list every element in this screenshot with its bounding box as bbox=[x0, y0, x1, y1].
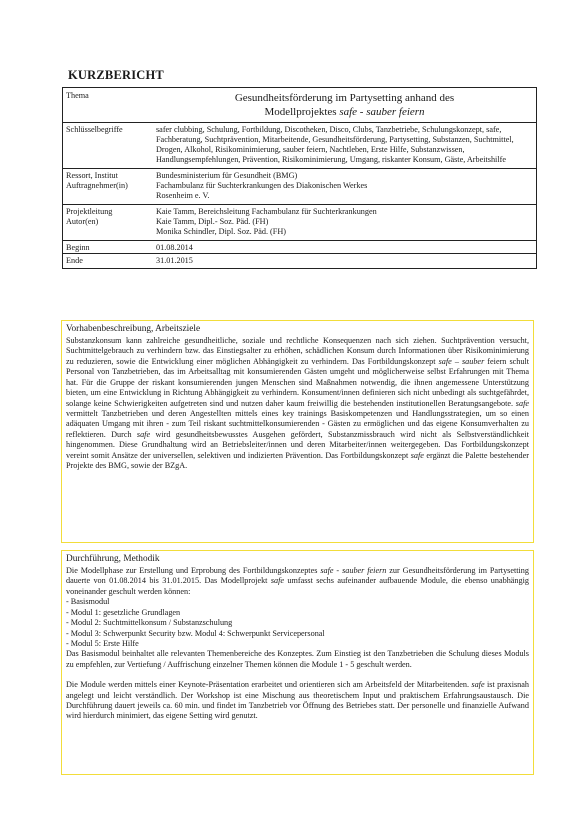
module-list-item: - Modul 1: gesetzliche Grundlagen bbox=[66, 607, 181, 617]
meta-row-leitung bbox=[63, 204, 537, 217]
leitung-value: Kaie Tamm, Bereichsleitung Fachambulanz für Suchterkrankungen bbox=[153, 204, 537, 217]
durchfuehrung-intro-part2: zur Gesundheitsförderung im Partysetting dauerte von 01.08.2014 bis 31.01.2015. Das Modellprojekt bbox=[66, 566, 529, 586]
ressort-value: Bundesministerium für Gesundheit (BMG) bbox=[153, 168, 537, 181]
ende-value: 31.01.2015 bbox=[153, 253, 537, 268]
vorhaben-text-part3: vermittelt Tanzbetrieben und deren Angestellten mittels eines key trainings Basiskompetenzen und Handlungsstrategien, um so einen adäquaten Umgang mit ihren - zum Teil riskant suchtmittelkonsumierenden - Gästen zu ermöglichen und das eigene Konsumverhalten zu reflektieren. Durch bbox=[66, 408, 529, 439]
project-title-line2 bbox=[156, 105, 533, 119]
meta-row-auftrag bbox=[63, 181, 537, 205]
autor-line2: Monika Schindler, Dipl. Soz. Päd. (FH) bbox=[156, 226, 286, 236]
meta-row-ressort bbox=[63, 168, 537, 181]
beginn-value: 01.08.2014 bbox=[153, 240, 537, 253]
thema-label: Thema bbox=[66, 91, 89, 100]
durchfuehrung-project-name-2: safe bbox=[270, 576, 285, 586]
vorhaben-text-part1: Substanzkonsum kann zahlreiche gesundheitliche, soziale und rechtliche Konsequenzen nach sich ziehen. Suchtprävention versucht, Suchtmittelgebrauch zu verhindern bzw. das Einstiegsalter zu erhöhen, schädlichen Konsum durch Informationen über Risikominimierung zu reduzieren, sowie die Entwicklung einer möglichen Abhängigkeit zu verhindern. Das Fortbildungskonzept bbox=[66, 336, 529, 366]
autor-label: Autor(en) bbox=[66, 216, 99, 226]
auftrag-value bbox=[153, 181, 537, 205]
durchfuehrung-intro-part3: umfasst sechs aufeinander aufbauende Module, die ebenso unabhängig voneinander geschult werden können: bbox=[66, 576, 529, 596]
keywords-label: Schlüsselbegriffe bbox=[63, 122, 154, 168]
vorhaben-text-part4: wird gesundheitsbewusstes Ausgehen gefördert, Substanzmissbrauch wird nicht als Selbstverständlichkeit hingenommen. Diese Grundhaltung wird an Betriebsleiter/innen und deren Mitarbeiter/innen weitergegeben. Das Fortbildungskonzept vereint somit Ansätze der universellen, selektiven und indizierten Prävention. Das Fortbildungskonzept bbox=[66, 429, 529, 460]
project-title-name: safe - sauber feiern bbox=[339, 106, 425, 119]
project-title bbox=[153, 88, 537, 123]
vorhaben-project-name-1: safe – sauber bbox=[438, 356, 485, 366]
ressort-label: Ressort, Institut bbox=[63, 168, 154, 181]
durchfuehrung-project-name-1: safe - sauber feiern bbox=[320, 566, 387, 576]
report-meta-table bbox=[62, 87, 537, 269]
auftrag-line1: Fachambulanz für Suchterkrankungen des Diakonischen Werkes bbox=[156, 180, 368, 190]
ende-label: Ende bbox=[63, 253, 154, 268]
meta-row-autor bbox=[63, 217, 537, 241]
durchfuehrung-heading: Durchführung, Methodik bbox=[66, 554, 160, 564]
auftrag-label: Auftragnehmer(in) bbox=[66, 180, 128, 190]
keynote-text-part1: Die Module werden mittels einer Keynote-Präsentation erarbeitet und orientieren sich am Arbeitsfeld der Mitarbeitenden. bbox=[66, 680, 472, 690]
meta-row-beginn bbox=[63, 240, 537, 253]
leitung-label: Projektleitung bbox=[63, 204, 154, 217]
report-heading: KURZBERICHT bbox=[68, 68, 164, 82]
vorhaben-text-part5: ergänzt die Palette bestehender Projekte des BMG, sowie der BZgA. bbox=[66, 450, 530, 470]
project-title-line2-text: Modellprojektes bbox=[264, 106, 340, 119]
auftrag-line2: Rosenheim e. V. bbox=[156, 190, 210, 200]
module-list-item: - Modul 3: Schwerpunkt Security bzw. Modul 4: Schwerpunkt Servicepersonal bbox=[66, 628, 325, 638]
beginn-label: Beginn bbox=[63, 240, 154, 253]
meta-row-ende bbox=[63, 253, 537, 268]
vorhaben-project-name-4: safe bbox=[410, 450, 424, 460]
meta-row-thema bbox=[63, 88, 537, 123]
project-title-line1: Gesundheitsförderung im Partysetting anhand des bbox=[234, 92, 455, 104]
vorhaben-project-name-2: safe bbox=[515, 398, 529, 408]
paragraph-spacer bbox=[66, 670, 529, 680]
autor-value bbox=[153, 217, 537, 241]
vorhaben-text bbox=[66, 336, 529, 471]
vorhaben-project-name-3: safe bbox=[136, 429, 151, 439]
keynote-text-part2: ist praxisnah angelegt und leicht verständlich. Der Workshop ist eine Mischung aus theoretischem Input und praktischem Erfahrungsaustausch. Die Durchführung dauert jeweils ca. 60 min. und findet im Tanzbetrieb vor Öffnung des Betriebes statt. Der personelle und finanzielle Aufwand wird hierdurch minimiert, das eigene Setting wird genutzt. bbox=[66, 680, 529, 721]
durchfuehrung-intro bbox=[66, 566, 529, 597]
autor-line1: Kaie Tamm, Dipl.- Soz. Päd. (FH) bbox=[156, 216, 269, 226]
keynote-text bbox=[66, 680, 529, 722]
basismodul-text: Das Basismodul beinhaltet alle relevanten Themenbereiche des Konzeptes. Zum Einstieg ist den Tanzbetrieben die Schulung dieses Moduls zu empfehlen, zur Vertiefung / Auffrischung einzelner Themen können die Module 1 - 5 geschult werden. bbox=[66, 649, 529, 669]
module-list-item: - Modul 2: Suchtmittelkonsum / Substanzschulung bbox=[66, 618, 233, 628]
durchfuehrung-section bbox=[61, 550, 534, 775]
keynote-project-name: safe bbox=[471, 680, 485, 690]
module-list-item: - Modul 5: Erste Hilfe bbox=[66, 638, 139, 648]
vorhaben-text-part2: feiern schult Personal von Tanzbetrieben, das im Arbeitsalltag mit konsumierenden Gästen umgeht und möglicherweise selbst Erfahrungen mit Thema hat. Für die Gruppe der riskant konsumierenden jungen Menschen sind Maßnahmen notwendig, die ihnen angemessene Unterstützung bieten, um eine Entwicklung in Richtung Abhängigkeit zu verhindern. Konsument/innen definieren sich nicht unbedingt als suchtgefährdet, solange keine Schwierigkeiten aufgetreten sind und nutzen daher kaum freiwillig die bestehenden institutionellen Beratungsangebote. bbox=[66, 356, 530, 408]
durchfuehrung-intro-part1: Die Modellphase zur Erstellung und Erprobung des Fortbildungskonzeptes bbox=[66, 566, 321, 576]
keywords-value: safer clubbing, Schulung, Fortbildung, Discotheken, Disco, Clubs, Tanzbetriebe, Schulungskonzept, safe, Fachberatung, Suchtprävention, Mitarbeitende, Gesundheitsförderung, Partysetting, Substanzen, Suchtmittel, Drogen, Alkohol, Risikominimierung, sauber feiern, Nachtleben, Erste Hilfe, Substanzwissen, Handlungsempfehlungen, Prävention, Risikominimierung, Umgang, riskanter Konsum, Gäste, Arbeitshilfe bbox=[153, 122, 537, 168]
module-list-item: - Basismodul bbox=[66, 597, 110, 607]
vorhaben-section bbox=[61, 320, 534, 543]
vorhaben-heading: Vorhabenbeschreibung, Arbeitsziele bbox=[66, 324, 201, 334]
meta-row-keywords bbox=[63, 122, 537, 168]
